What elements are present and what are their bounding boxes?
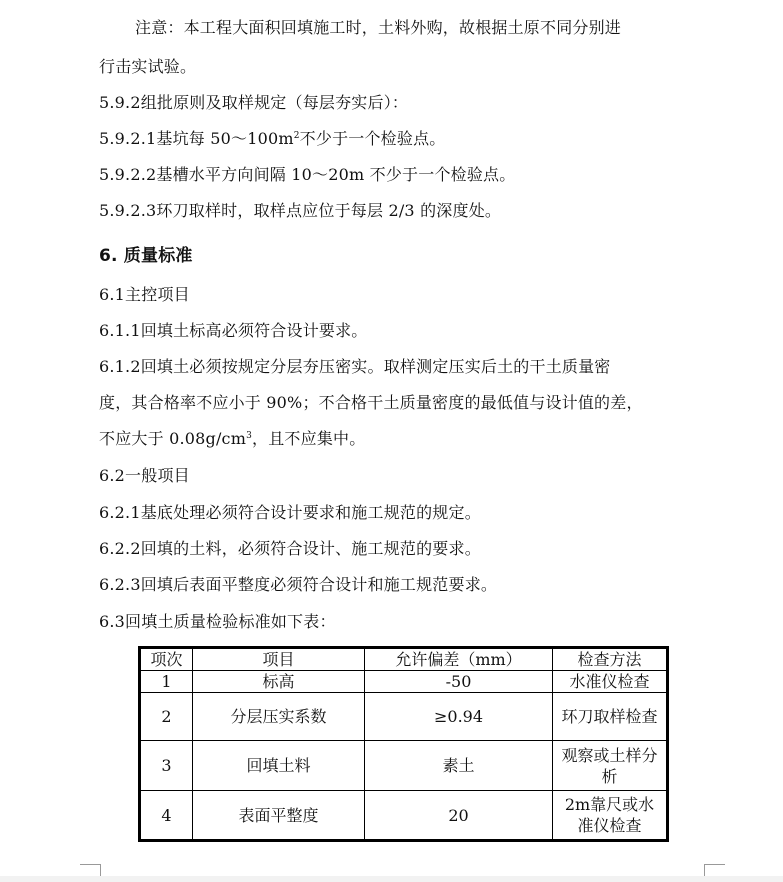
- table-cell: 2m靠尺或水准仪检查: [553, 791, 668, 841]
- superscript-2: 2: [293, 131, 300, 141]
- clause-6-2-1: 6.2.1基底处理必须符合设计要求和施工规范的规定。: [99, 503, 481, 522]
- clause-6-3: 6.3回填土质量检验标准如下表：: [99, 612, 336, 631]
- clause-6-1-2-line-3: [99, 429, 365, 449]
- clause-6-1-1: 6.1.1回填土标高必须符合设计要求。: [99, 321, 368, 340]
- table-cell: -50: [365, 671, 553, 693]
- table-cell: 3: [140, 741, 193, 791]
- clause-5-9-2: 5.9.2组批原则及取样规定（每层夯实后）：: [99, 93, 409, 112]
- clause-5-9-2-1-text: 5.9.2.1基坑每 50～100m: [99, 129, 294, 148]
- header-cell-item: 项目: [193, 648, 365, 671]
- header-cell-tolerance: 允许偏差（mm）: [365, 648, 553, 671]
- clause-6-2: 6.2一般项目: [99, 466, 190, 485]
- clause-5-9-2-2: 5.9.2.2基槽水平方向间隔 10～20m 不少于一个检验点。: [99, 165, 516, 184]
- table-cell: 标高: [193, 671, 365, 693]
- clause-6-1-2-line-3-text-end: ，且不应集中。: [252, 429, 366, 448]
- table-cell: 观察或土样分析: [553, 741, 668, 791]
- table-cell: 20: [365, 791, 553, 841]
- table-row: [140, 671, 668, 693]
- page-bottom-edge: [0, 876, 783, 882]
- table-cell: 素土: [365, 741, 553, 791]
- clause-6-1-2-line-2: 度，其合格率不应小于 90%；不合格干土质量密度的最低值与设计值的差，: [99, 393, 643, 412]
- header-cell-method: 检查方法: [553, 648, 668, 671]
- clause-6-1-2-line-1: 6.1.2回填土必须按规定分层夯压密实。取样测定压实后土的干土质量密: [99, 357, 611, 376]
- clause-5-9-2-1: [99, 129, 445, 149]
- clause-6-2-3: 6.2.3回填后表面平整度必须符合设计和施工规范要求。: [99, 575, 498, 594]
- table-cell: 2: [140, 693, 193, 741]
- header-cell-index: 项次: [140, 648, 193, 671]
- table-cell: 1: [140, 671, 193, 693]
- note-paragraph-line-2: 行击实试验。: [99, 57, 197, 76]
- table-header-row: [140, 648, 668, 671]
- quality-standard-table: [138, 646, 669, 842]
- table-cell: 分层压实系数: [193, 693, 365, 741]
- superscript-3: 3: [246, 431, 253, 441]
- clause-5-9-2-3: 5.9.2.3环刀取样时，取样点应位于每层 2/3 的深度处。: [99, 201, 502, 220]
- section-6-heading: 6. 质量标准: [99, 246, 193, 266]
- table-cell: 环刀取样检查: [553, 693, 668, 741]
- table-cell: ≥0.94: [365, 693, 553, 741]
- table-row: [140, 693, 668, 741]
- clause-6-1-2-line-3-text: 不应大于 0.08g/cm: [99, 429, 247, 448]
- clause-6-2-2: 6.2.2回填的土料，必须符合设计、施工规范的要求。: [99, 539, 481, 558]
- table-cell: 表面平整度: [193, 791, 365, 841]
- note-paragraph-line-1: 注意：本工程大面积回填施工时，土料外购，故根据土原不同分别进: [135, 18, 622, 37]
- table-cell: 回填土料: [193, 741, 365, 791]
- clause-5-9-2-1-text-end: 不少于一个检验点。: [299, 129, 446, 148]
- clause-6-1: 6.1主控项目: [99, 285, 190, 304]
- table-cell: 4: [140, 791, 193, 841]
- table-cell: 水准仪检查: [553, 671, 668, 693]
- table-row: [140, 741, 668, 791]
- table-row: [140, 791, 668, 841]
